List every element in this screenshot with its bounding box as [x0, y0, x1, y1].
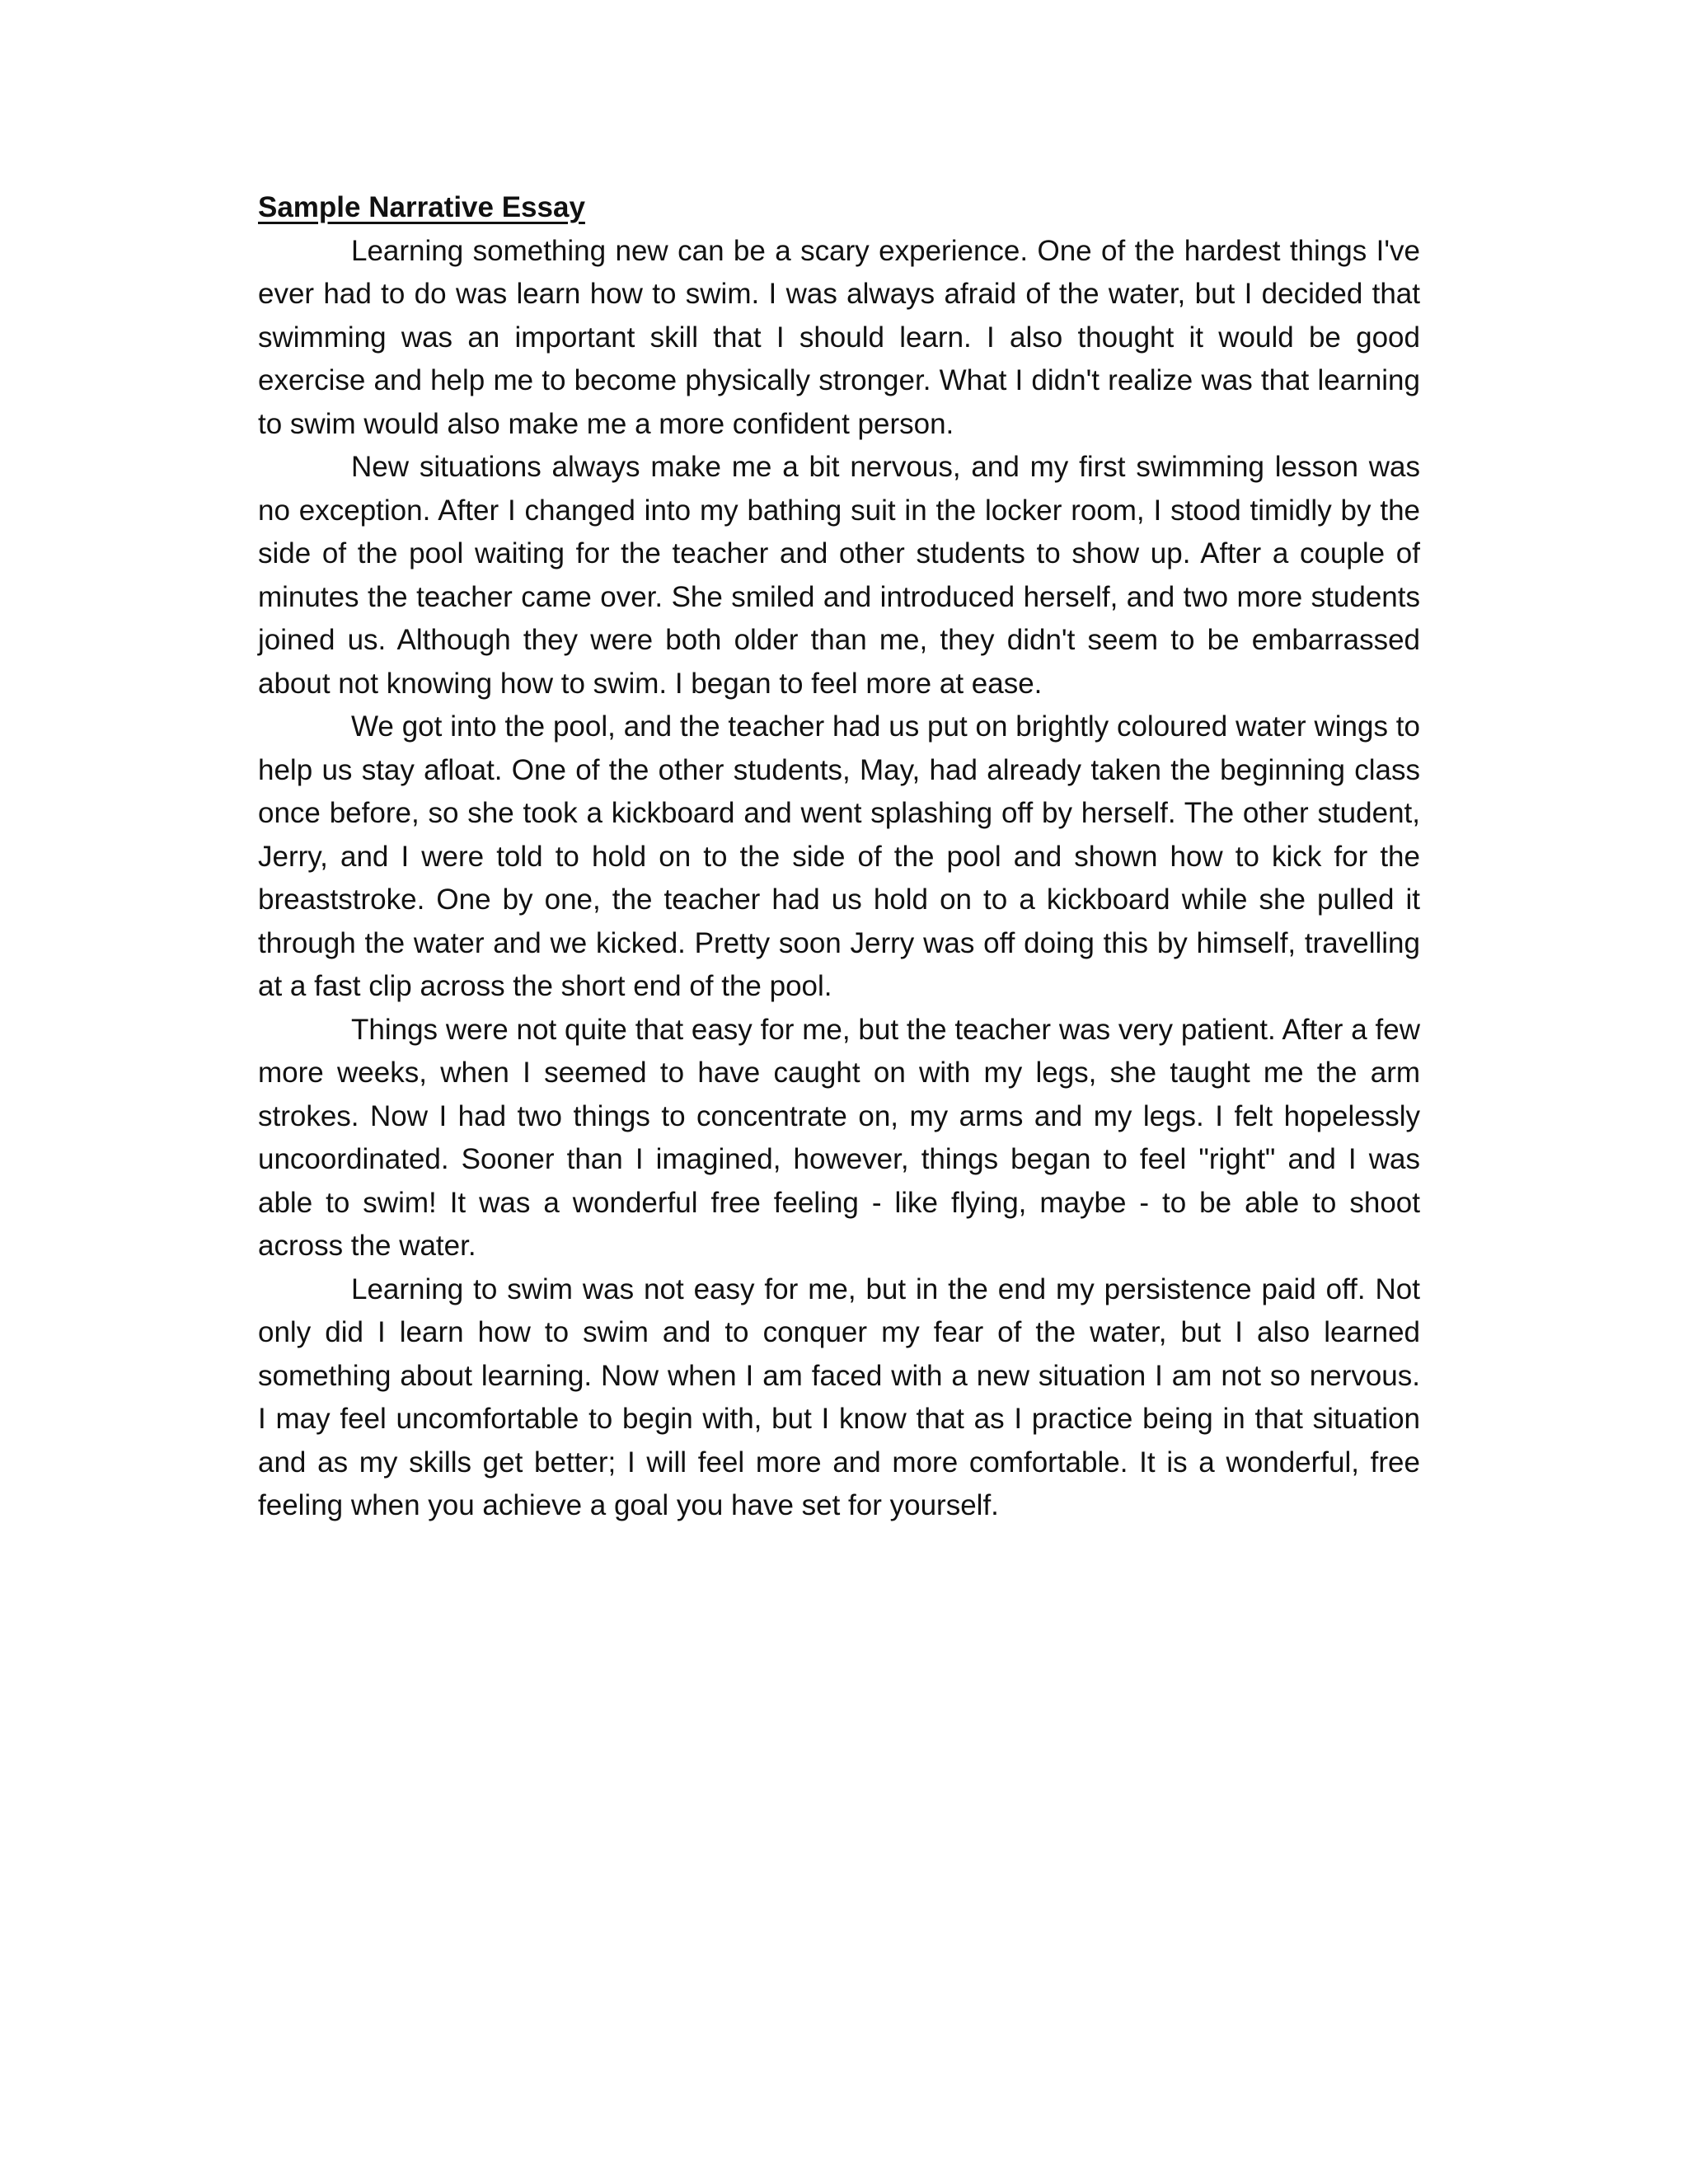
essay-title: Sample Narrative Essay — [258, 191, 585, 223]
essay-body — [258, 186, 1420, 1528]
paragraph-3: We got into the pool, and the teacher had us put on brightly coloured water wings to help us stay afloat. One of the other students, May, had already taken the beginning class once before, so she took a kickboard and went splashing off by herself. The other student, Jerry, and I were told to hold on to the side of the pool and shown how to kick for the breaststroke. One by one, the teacher had us hold on to a kickboard while she pulled it through the water and we kicked. Pretty soon Jerry was off doing this by himself, travelling at a fast clip across the short end of the pool. — [258, 710, 1420, 1002]
paragraph-2: New situations always make me a bit nervous, and my first swimming lesson was no exception. After I changed into my bathing suit in the locker room, I stood timidly by the side of the pool waiting for the teacher and other students to show up. After a couple of minutes the teacher came over. She smiled and introduced herself, and two more students joined us. Although they were both older than me, they didn't seem to be embarrassed about not knowing how to swim. I began to feel more at ease. — [258, 451, 1420, 700]
paragraph-4: Things were not quite that easy for me, but the teacher was very patient. After a few more weeks, when I seemed to have caught on with my legs, she taught me the arm strokes. Now I had two things to concentrate on, my arms and my legs. I felt hopelessly uncoordinated. Sooner than I imagined, however, things began to feel "right" and I was able to swim! It was a wonderful free feeling - like flying, maybe - to be able to shoot across the water. — [258, 1013, 1420, 1262]
paragraph-1: Learning something new can be a scary experience. One of the hardest things I've ever had to do was learn how to swim. I was always afraid of the water, but I decided that swimming was an important skill that I should learn. I also thought it would be good exercise and help me to become physically stronger. What I didn't realize was that learning to swim would also make me a more confident person. — [258, 234, 1420, 440]
paragraph-5: Learning to swim was not easy for me, but in the end my persistence paid off. Not only did I learn how to swim and to conquer my fear of the water, but I also learned something about learning. Now when I am faced with a new situation I am not so nervous. I may feel uncomfortable to begin with, but I know that as I practice being in that situation and as my skills get better; I will feel more and more comfortable. It is a wonderful, free feeling when you achieve a goal you have set for yourself. — [258, 1272, 1420, 1521]
